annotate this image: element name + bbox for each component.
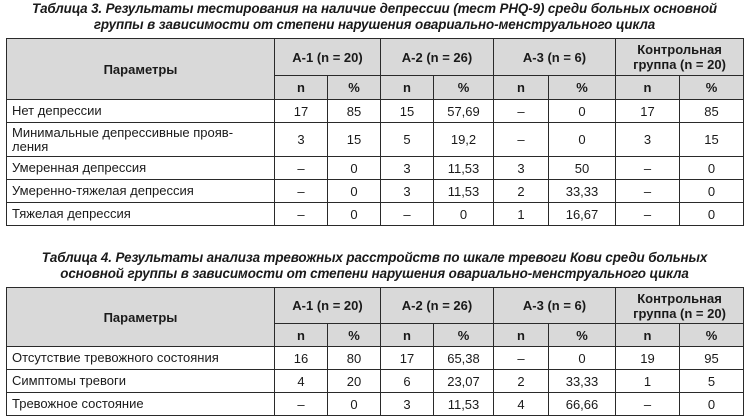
table4-sub-n: n [275, 324, 328, 347]
cell: – [275, 180, 328, 203]
row-label: Отсутствие тревожного состояния [7, 347, 275, 370]
cell: 11,53 [434, 157, 494, 180]
cell: – [275, 393, 328, 416]
cell: 80 [328, 347, 381, 370]
table4-header-group-a2: А-2 (n = 26) [381, 288, 494, 324]
table4-caption [0, 250, 749, 282]
table3-sub-pct: % [549, 76, 616, 100]
cell: 3 [381, 180, 434, 203]
cell: 0 [680, 393, 744, 416]
table4-sub-pct: % [680, 324, 744, 347]
row-label: Нет депрессии [7, 100, 275, 123]
table-row [7, 123, 744, 157]
cell: 0 [328, 393, 381, 416]
table3-sub-n: n [275, 76, 328, 100]
cell: 19,2 [434, 123, 494, 157]
table4-header-control [616, 288, 744, 324]
cell: 5 [680, 370, 744, 393]
table4-sub-pct: % [549, 324, 616, 347]
cell: – [616, 203, 680, 226]
table3-header-group-a3: А-3 (n = 6) [494, 39, 616, 76]
cell: 6 [381, 370, 434, 393]
cell: 11,53 [434, 180, 494, 203]
cell: 0 [434, 203, 494, 226]
cell: 0 [549, 347, 616, 370]
table4-sub-n: n [494, 324, 549, 347]
cell: 3 [275, 123, 328, 157]
row-label: Умеренная депрессия [7, 157, 275, 180]
table3-sub-pct: % [680, 76, 744, 100]
cell: 17 [275, 100, 328, 123]
cell: 2 [494, 180, 549, 203]
table-row [7, 370, 744, 393]
table4-header-control-line2: группа (n = 20) [633, 305, 726, 321]
cell: 1 [494, 203, 549, 226]
table3-caption-line2: группы в зависимости от степени нарушения овариально-менструального цикла [93, 17, 656, 32]
row-label [7, 123, 275, 157]
table4-header-control-line1: Контрольная [637, 290, 722, 306]
table3-caption-line1: Таблица 3. Результаты тестирования на наличие депрессии (тест PHQ-9) среди больных основной [31, 1, 718, 16]
table4-sub-pct: % [434, 324, 494, 347]
row-label-line1: Минимальные депрессивные прояв- [12, 124, 234, 140]
cell: – [494, 123, 549, 157]
table3-sub-n: n [381, 76, 434, 100]
table3 [6, 38, 744, 226]
cell: 1 [616, 370, 680, 393]
table3-header-control [616, 39, 744, 76]
cell: 0 [549, 100, 616, 123]
cell: 2 [494, 370, 549, 393]
cell: – [494, 347, 549, 370]
row-label: Тревожное состояние [7, 393, 275, 416]
table4-caption-line2: основной группы в зависимости от степени нарушения овариально-менструального цикла [60, 266, 689, 281]
table-row [7, 157, 744, 180]
cell: 0 [328, 157, 381, 180]
table4-sub-pct: % [328, 324, 381, 347]
row-label: Симптомы тревоги [7, 370, 275, 393]
cell: 0 [328, 180, 381, 203]
cell: 3 [616, 123, 680, 157]
cell: 0 [680, 157, 744, 180]
cell: 17 [616, 100, 680, 123]
table4-header-param: Параметры [7, 288, 275, 347]
table-row [7, 393, 744, 416]
cell: – [275, 157, 328, 180]
table-row [7, 180, 744, 203]
cell: 57,69 [434, 100, 494, 123]
table4-caption-line1: Таблица 4. Результаты анализа тревожных расстройств по шкале тревоги Кови среди больных [41, 250, 708, 265]
cell: 65,38 [434, 347, 494, 370]
cell: 20 [328, 370, 381, 393]
cell: 0 [680, 203, 744, 226]
table-row [7, 100, 744, 123]
row-label-line2: ления [12, 138, 49, 154]
cell: 66,66 [549, 393, 616, 416]
table4-sub-n: n [616, 324, 680, 347]
cell: – [494, 100, 549, 123]
cell: 85 [328, 100, 381, 123]
row-label: Умеренно-тяжелая депрессия [7, 180, 275, 203]
cell: – [616, 157, 680, 180]
cell: 3 [381, 393, 434, 416]
table4-sub-n: n [381, 324, 434, 347]
cell: 16 [275, 347, 328, 370]
table-row [7, 347, 744, 370]
table4-header-row [7, 288, 744, 324]
cell: 0 [549, 123, 616, 157]
cell: – [381, 203, 434, 226]
cell: 33,33 [549, 370, 616, 393]
cell: 95 [680, 347, 744, 370]
table4-header-group-a3: А-3 (n = 6) [494, 288, 616, 324]
table3-header-control-line1: Контрольная [637, 42, 722, 57]
cell: 23,07 [434, 370, 494, 393]
cell: 85 [680, 100, 744, 123]
table3-header-param: Параметры [7, 39, 275, 100]
table3-sub-pct: % [328, 76, 381, 100]
cell: 33,33 [549, 180, 616, 203]
cell: – [275, 203, 328, 226]
table3-header-control-line2: группа (n = 20) [633, 57, 726, 72]
table4-header-group-a1: А-1 (n = 20) [275, 288, 381, 324]
cell: 3 [494, 157, 549, 180]
cell: 11,53 [434, 393, 494, 416]
cell: 15 [680, 123, 744, 157]
cell: 0 [680, 180, 744, 203]
cell: 15 [381, 100, 434, 123]
table3-sub-n: n [616, 76, 680, 100]
cell: 4 [494, 393, 549, 416]
table3-header-group-a1: А-1 (n = 20) [275, 39, 381, 76]
table3-header-group-a2: А-2 (n = 26) [381, 39, 494, 76]
cell: 3 [381, 157, 434, 180]
cell: 16,67 [549, 203, 616, 226]
cell: 19 [616, 347, 680, 370]
table3-header-row [7, 39, 744, 76]
table3-sub-n: n [494, 76, 549, 100]
table4 [6, 287, 744, 416]
table-row [7, 203, 744, 226]
cell: 0 [328, 203, 381, 226]
cell: – [616, 393, 680, 416]
table3-sub-pct: % [434, 76, 494, 100]
cell: 5 [381, 123, 434, 157]
row-label: Тяжелая депрессия [7, 203, 275, 226]
cell: 50 [549, 157, 616, 180]
cell: 17 [381, 347, 434, 370]
cell: – [616, 180, 680, 203]
table3-caption [0, 1, 749, 33]
cell: 15 [328, 123, 381, 157]
cell: 4 [275, 370, 328, 393]
